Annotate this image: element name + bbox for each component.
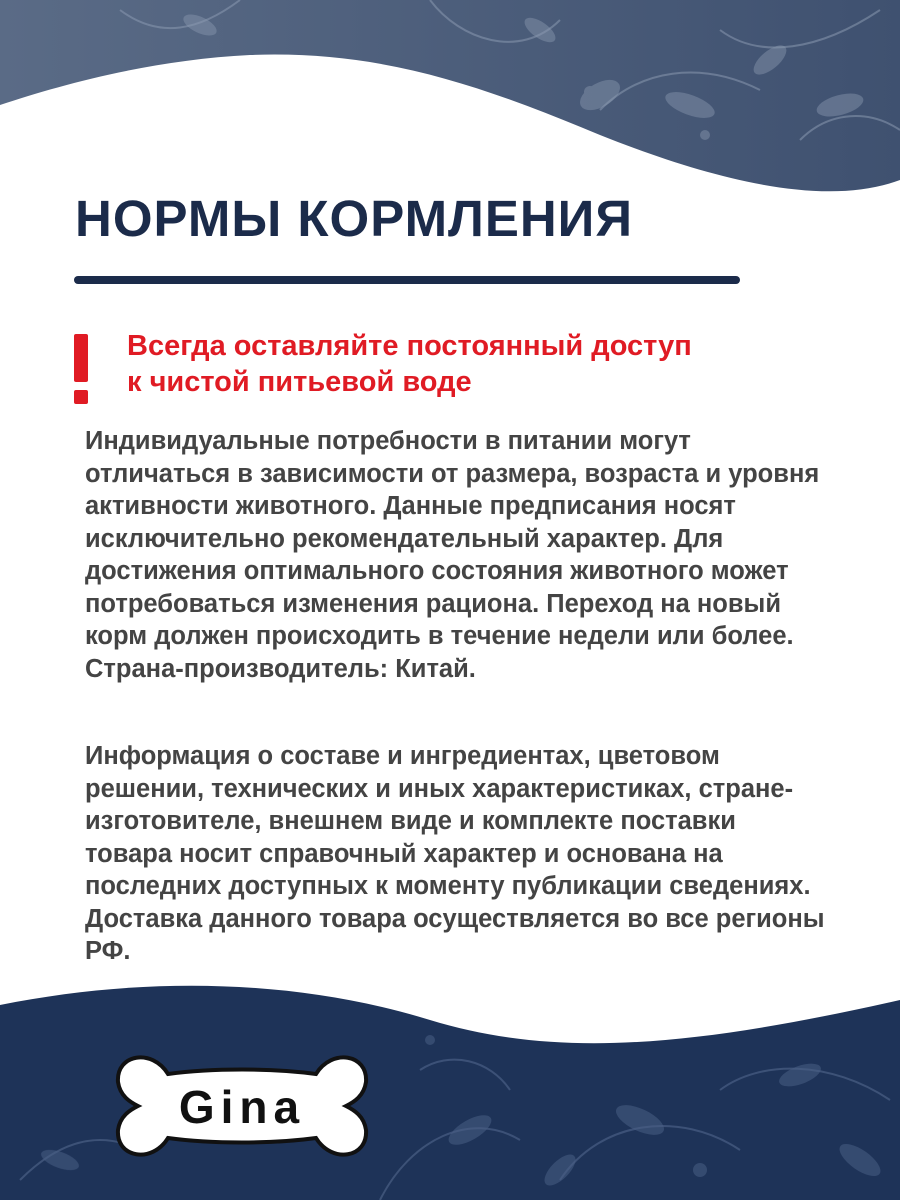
brand-name: Gina [178,1081,306,1133]
disclaimer-paragraph: Информация о составе и ингредиентах, цветовом решении, технических и иных характеристиках, стране-изготовителе, внешнем виде и комплекте поставки товара носит справочный характер и основана на последних доступных к моменту публикации сведениях. Доставка данного товара осуществляется во все регионы РФ. [85,742,825,965]
water-warning [127,328,827,400]
title-underline [74,276,740,284]
feeding-note-paragraph: Индивидуальные потребности в питании могут отличаться в зависимости от размера, возраста и уровня активности животного. Данные предписания носят исключительно рекомендательный характер. Для достижения оптимального состояния животного может потребоваться изменения рациона. Переход на новый корм должен происходить в течение недели или более. Страна-производитель: Китай. [85,427,820,683]
exclamation-icon [66,334,96,406]
warning-line: Всегда оставляйте постоянный доступ [127,330,692,362]
page-title: НОРМЫ КОРМЛЕНИЯ [75,190,633,247]
top-floral-band [0,0,900,200]
warning-line: к чистой питьевой воде [127,366,472,398]
gina-bone-logo [112,1044,372,1168]
